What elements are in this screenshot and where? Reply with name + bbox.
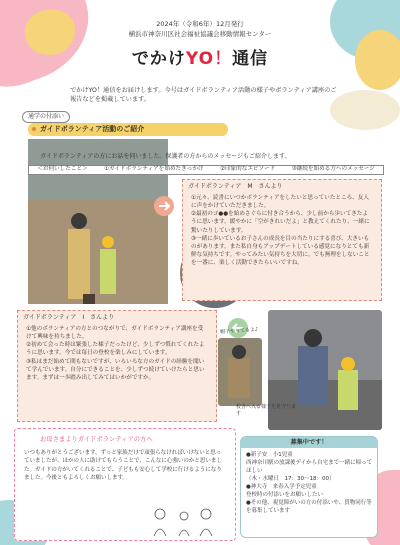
volunteer-m-panel [182, 179, 382, 301]
recruitment-list [246, 452, 374, 516]
volunteer-i-panel [17, 310, 217, 422]
recruitment-item: ●その他、視覚障がいの方の付添いや、買物同行等を募集しています [246, 499, 372, 514]
title-part-1: でかけ [131, 49, 186, 69]
topic-item: ①ガイドボランティアを始めたきっかけ [104, 166, 204, 173]
photo-entering-school [218, 338, 262, 406]
intro-text: でかけYO！通信をお届けします。今号はガイドボランティア活動の様子やボランティア講座のご報告などを掲載しています。 [70, 87, 337, 104]
beige-blob-decoration [330, 90, 400, 130]
caption-hat: 帽子やってるよ♪ [219, 326, 259, 336]
volunteer-i-answer-3: ③私はまだ始めて間もないですが、いろいろな方のガイドの経験を聞いて学んでいます。自分にできることを、少しずつ続けていけたらと思います。まずは一歩踏み出してみてはいかがですか。 [26, 358, 205, 381]
recruitment-item: ●神大寺 来春入学予定児童 [246, 483, 317, 490]
section-tag: 通学の付添い [22, 111, 70, 123]
photo-walking-school [28, 139, 168, 304]
guide-subtitle: ガイドボランティアの方にお話を伺いました。保護者の方からのメッセージもご紹介します。 [40, 153, 291, 160]
title-part-yo: YO！ [185, 49, 233, 69]
publisher-org: 横浜市神奈川区社会福祉協議会移動情報センター [128, 30, 272, 38]
volunteer-i-name: ガイドボランティア I さんより [23, 314, 115, 321]
parent-message-body: いつもありがとうございます。ずっと家族だけで頑張らなければいけないと思っていましたが、ほかの人に助けてもらうことで、こんなに心強いのかと思いました。ガイドの方がいてくれることで、子どもも安心して学校に行けるようになりました。今後ともよろしくお願いします。 [24, 450, 222, 481]
recruitment-item: （木・水曜日 17：30～18：00） [246, 475, 335, 482]
topic-list [28, 165, 384, 175]
volunteer-m-name: ガイドボランティア M さんより [188, 183, 283, 190]
recruitment-item: 登校時の付添いをお願いしたい [246, 491, 324, 498]
volunteer-i-answer-1: ①他のボランティアの方とのつながりで、ガイドボランティア講座を受けて興味を持ちました。 [26, 326, 204, 341]
topic-header: ＜お伺いしたこと＞ [37, 166, 88, 173]
parent-message-title: お母さまよりガイドボランティアの方へ [40, 436, 153, 443]
volunteer-m-answer-3: ③一緒に歩いているお子さんの成長を目の当たりにする喜び、大きいものがあります。また私自身もアップデートしている感覚になりとても新鮮な気持ちです。やってみたい気持ちを大切に。でも無理をしないことを一番に、楽しく活動できたらいいですね。 [191, 235, 370, 266]
recruitment-title: 募集中です！ [240, 437, 378, 448]
recruitment-item: 西神奈川駅の放課後デイから自宅まで一緒に帰ってほしい [246, 459, 373, 474]
recruitment-item: ●新子安 小1児童 [246, 452, 293, 458]
newsletter-title [0, 48, 400, 71]
people-illustration [140, 506, 236, 540]
volunteer-m-answer-2: ②最初のゴ●●を始めさぐらに付き合うから、少し前から歩いてきたように思います。緩やかに「空がきれいだよ」と教えてくれたり、一緒に驚いたりしています。 [191, 211, 370, 234]
right-arrow-icon [154, 196, 174, 216]
volunteer-i-answer-2: ②初めて会った時は緊張した様子だったけど、少しずつ慣れてくれたように思います。今では毎日の登校を楽しみにしています。 [26, 342, 205, 357]
volunteer-m-answer-1: ①元々、読書にいつかボランティアをしたいと思っていたところ、友人に声をかけていただきました。 [191, 195, 369, 210]
guide-heading: ガイドボランティア活動のご紹介 [28, 123, 228, 136]
caption-walk: 校舎へ入る様子を見守ります [236, 404, 297, 417]
title-part-2: 通信 [232, 49, 269, 69]
topic-item: ③継続を始める方へのメッセージ [291, 166, 375, 173]
topic-item: ②印象的なエピソード [219, 166, 276, 173]
issue-date: 2024年（令和6年）12月発行 [156, 20, 244, 28]
